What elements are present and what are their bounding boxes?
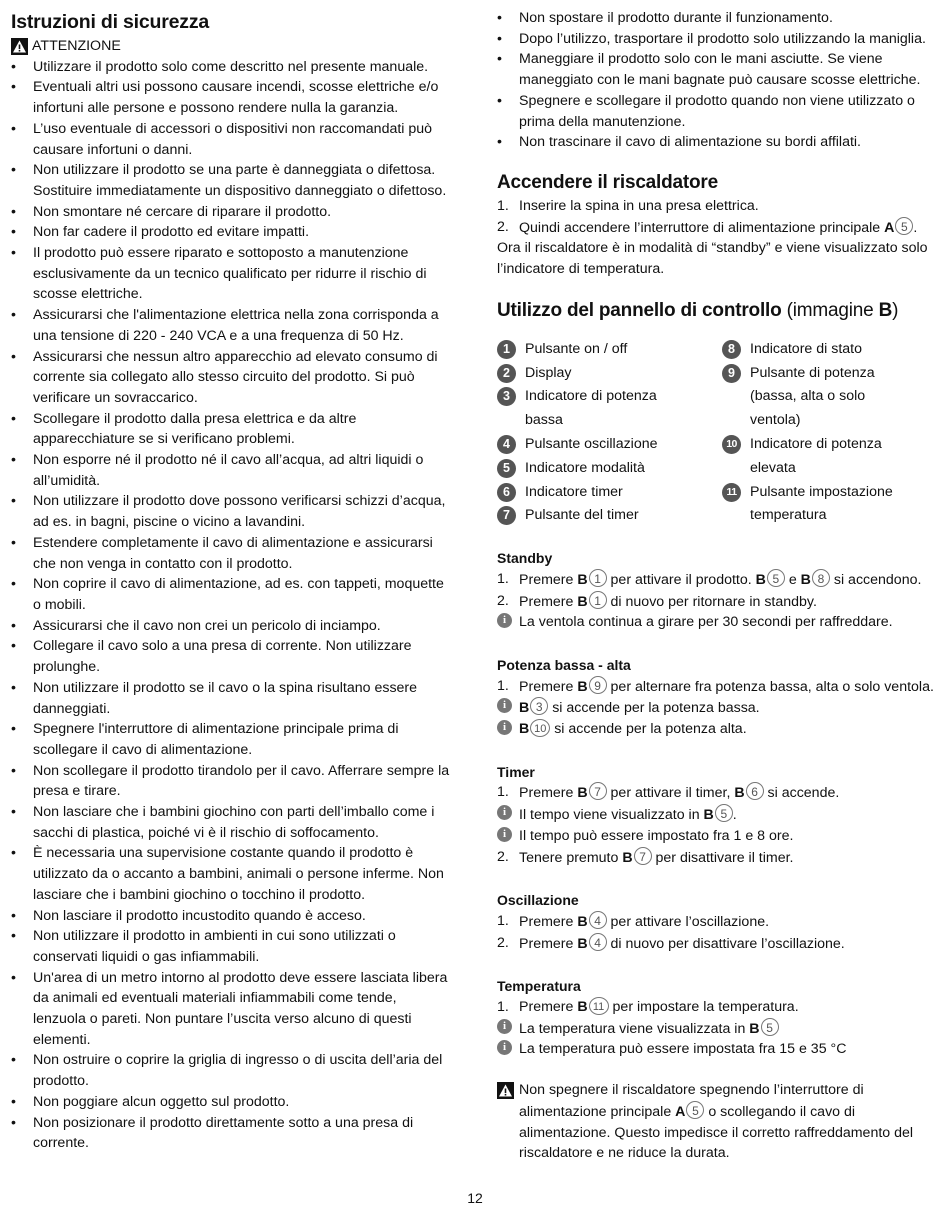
oscillation-heading: Oscillazione	[497, 892, 579, 909]
legend-item: 7 Pulsante del timer	[497, 504, 722, 528]
legend-item: 9 Pulsante di potenza (bassa, alta o solo ventola)	[722, 362, 915, 433]
step-item: 1. Premere B 4 per attivare l’oscillazione.	[497, 912, 770, 930]
standby-steps	[497, 569, 937, 633]
list-item: • Assicurarsi che l'alimentazione elettrica nella zona corrisponda a una tensione di 220 - 240 VCA e a una frequenza di 50 Hz.	[11, 305, 451, 346]
info-icon: i	[497, 805, 512, 820]
warning-label: ATTENZIONE	[32, 38, 121, 54]
list-item: • Non far cadere il prodotto ed evitare impatti.	[11, 222, 451, 243]
step-item: 1. Inserire la spina in una presa elettrica.	[497, 197, 759, 214]
power-heading: Potenza bassa - alta	[497, 656, 631, 673]
step-item: 1. Premere B 7 per attivare il timer, B 6 si accende.	[497, 784, 840, 802]
safety-list	[11, 57, 451, 1154]
list-item: • Estendere completamente il cavo di alimentazione e assicurarsi che non venga in contatto con il prodotto.	[11, 533, 451, 574]
list-item: • Collegare il cavo solo a una presa di corrente. Non utilizzare prolunghe.	[11, 636, 451, 677]
right-column	[497, 8, 937, 1164]
info-item: i La ventola continua a girare per 30 secondi per raffreddare.	[497, 612, 937, 633]
list-item: • Non trascinare il cavo di alimentazione su bordi affilati.	[497, 132, 937, 153]
list-item: • Un'area di un metro intorno al prodotto deve essere lasciata libera da animali ed eventuali materiali infiammabili come tende, lenzuola o pareti. Non puntare l’uscita verso alcuno di questi elementi.	[11, 968, 451, 1051]
list-item: • Non lasciare il prodotto incustodito quando è acceso.	[11, 906, 451, 927]
step-item: 1. Premere B 9 per alternare fra potenza bassa, alta o solo ventola.	[497, 677, 934, 695]
list-item: • Non smontare né cercare di riparare il prodotto.	[11, 202, 451, 223]
standby-paragraph: Ora il riscaldatore è in modalità di “standby” e viene visualizzato solo l’indicatore di temperatura.	[497, 240, 928, 278]
list-item: • Maneggiare il prodotto solo con le mani asciutte. Se viene maneggiato con le mani bagnate può causare scosse elettriche.	[497, 49, 937, 90]
legend-item: 6 Indicatore timer	[497, 481, 722, 505]
list-item: • Non esporre né il prodotto né il cavo all’acqua, ad altri liquidi o all’umidità.	[11, 450, 451, 491]
info-icon: i	[497, 613, 512, 628]
info-icon: i	[497, 827, 512, 842]
list-item: • Scollegare il prodotto dalla presa elettrica e da altre apparecchiature se si verificano problemi.	[11, 409, 451, 450]
list-item: • Spegnere e scollegare il prodotto quando non viene utilizzato o prima della manutenzione.	[497, 91, 937, 132]
list-item: • Non poggiare alcun oggetto sul prodotto.	[11, 1092, 451, 1113]
list-item: • Non posizionare il prodotto direttamente sotto a una presa di corrente.	[11, 1113, 451, 1154]
legend-item: 11 Pulsante impostazione temperatura	[722, 481, 910, 529]
list-item: • Assicurarsi che il cavo non crei un pericolo di inciampo.	[11, 616, 451, 637]
step-item: 1. Premere B 1 per attivare il prodotto. B 5 e B 8 si accendono.	[497, 570, 922, 588]
warning-icon	[11, 38, 28, 55]
switch-on-steps	[497, 196, 937, 238]
control-panel-title: Utilizzo del pannello di controllo (immagine B)	[497, 299, 899, 321]
ref-letter: A	[884, 219, 895, 236]
oscillation-steps	[497, 911, 937, 954]
timer-heading: Timer	[497, 763, 535, 780]
list-item: • Non utilizzare il prodotto dove possono verificarsi schizzi d’acqua, ad es. in bagni, piscine o vicino a lavandini.	[11, 491, 451, 532]
timer-steps	[497, 782, 937, 868]
list-item: • Non scollegare il prodotto tirandolo per il cavo. Afferrare sempre la presa e tirare.	[11, 761, 451, 802]
safety-title: Istruzioni di sicurezza	[11, 11, 210, 33]
legend-item: 4 Pulsante oscillazione	[497, 433, 722, 457]
left-column	[11, 8, 451, 1154]
step-item: 2. Premere B 4 di nuovo per disattivare l’oscillazione.	[497, 934, 845, 952]
legend-item: 3 Indicatore di potenza bassa	[497, 385, 685, 433]
final-warning: Non spegnere il riscaldatore spegnendo l’interruttore di alimentazione principale A 5 o scollegando il cavo di alimentazione. Questo impedisce il corretto raffreddamento del riscaldatore e ne riduce la durata.	[497, 1080, 937, 1164]
info-item: i La temperatura può essere impostata fra 15 e 35 °C	[497, 1039, 937, 1060]
list-item: • Non coprire il cavo di alimentazione, ad es. con tappeti, moquette o mobili.	[11, 574, 451, 615]
info-item: i La temperatura viene visualizzata in B 5	[497, 1018, 937, 1040]
info-icon: i	[497, 1019, 512, 1034]
warning-icon	[497, 1082, 514, 1099]
legend-item: 10 Indicatore di potenza elevata	[722, 433, 920, 481]
step-item: 1. Premere B 11 per impostare la temperatura.	[497, 999, 799, 1016]
info-item: i Il tempo può essere impostato fra 1 e 8 ore.	[497, 826, 937, 847]
list-item: • Non utilizzare il prodotto se il cavo o la spina risultano essere danneggiati.	[11, 678, 451, 719]
list-item: • Non lasciare che i bambini giochino con parti dell’imballo come i sacchi di plastica, poiché vi è il rischio di soffocamento.	[11, 802, 451, 843]
list-item: • Il prodotto può essere riparato e sottoposto a manutenzione esclusivamente da un tecnico qualificato per ridurre il rischio di scosse elettriche.	[11, 243, 451, 305]
list-item: • Utilizzare il prodotto solo come descritto nel presente manuale.	[11, 57, 451, 78]
list-item: • Non utilizzare il prodotto in ambienti in cui sono utilizzati o conservati liquidi o gas infiammabili.	[11, 926, 451, 967]
legend-item: 1 Pulsante on / off	[497, 338, 722, 362]
legend-column-right	[722, 338, 937, 528]
legend-item: 2 Display	[497, 362, 722, 386]
list-item: • Non ostruire o coprire la griglia di ingresso o di uscita dell’aria del prodotto.	[11, 1050, 451, 1091]
list-item: • Spegnere l'interruttore di alimentazione principale prima di scollegare il cavo di alimentazione.	[11, 719, 451, 760]
list-item: • Dopo l’utilizzo, trasportare il prodotto solo utilizzando la maniglia.	[497, 29, 937, 50]
warning-heading	[11, 36, 451, 57]
info-icon: i	[497, 698, 512, 713]
list-item: • Assicurarsi che nessun altro apparecchio ad elevato consumo di corrente sia collegato allo stesso circuito del prodotto. Si può verificare un sovraccarico.	[11, 347, 451, 409]
legend-item: 5 Indicatore modalità	[497, 457, 722, 481]
info-item: i B 3 si accende per la potenza bassa.	[497, 697, 937, 719]
standby-heading: Standby	[497, 550, 553, 567]
info-item: i Il tempo viene visualizzato in B 5 .	[497, 804, 937, 826]
step-item: 2. Tenere premuto B 7 per disattivare il timer.	[497, 848, 794, 866]
safety-list-continued	[497, 8, 937, 153]
step-item: 2. Premere B 1 di nuovo per ritornare in standby.	[497, 592, 817, 610]
legend-item: 8 Indicatore di stato	[722, 338, 937, 362]
control-panel-legend	[497, 338, 937, 528]
list-item: • Non utilizzare il prodotto se una parte è danneggiata o difettosa. Sostituire immediatamente un dispositivo danneggiato o difettoso.	[11, 160, 451, 201]
list-item: • È necessaria una supervisione costante quando il prodotto è utilizzato da o accanto a bambini, animali o persone inferme. Non lasciare che i bambini giochino o tocchino il prodotto.	[11, 843, 451, 905]
list-item: • Non spostare il prodotto durante il funzionamento.	[497, 8, 937, 29]
ref-number: 5	[895, 217, 913, 235]
step-item: 2. Quindi accendere l’interruttore di alimentazione principale A 5 .	[497, 218, 918, 236]
info-item: i B 10 si accende per la potenza alta.	[497, 719, 937, 740]
switch-on-title: Accendere il riscaldatore	[497, 171, 718, 193]
info-icon: i	[497, 1040, 512, 1055]
list-item: • L’uso eventuale di accessori o dispositivi non raccomandati può causare infortuni o danni.	[11, 119, 451, 160]
temperature-steps	[497, 997, 937, 1060]
temperature-heading: Temperatura	[497, 978, 581, 995]
power-steps	[497, 676, 937, 740]
list-item: • Eventuali altri usi possono causare incendi, scosse elettriche e/o infortuni alle persone e possono rendere nulla la garanzia.	[11, 77, 451, 118]
legend-column-left	[497, 338, 722, 528]
info-icon: i	[497, 720, 512, 735]
page-number: 12	[467, 1190, 483, 1206]
